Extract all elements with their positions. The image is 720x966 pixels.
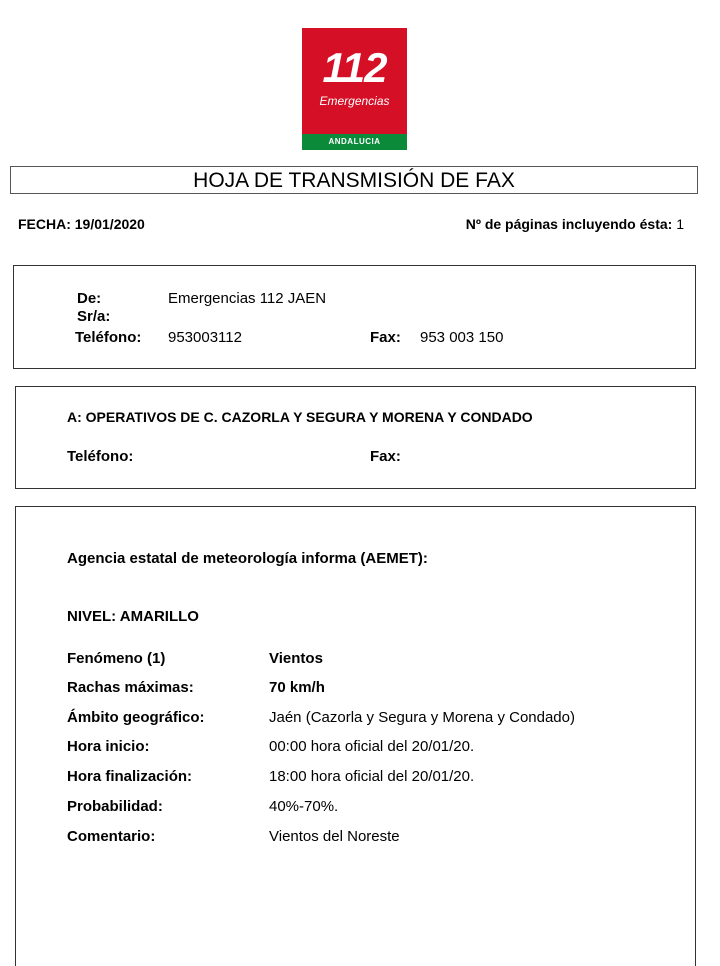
sender-box bbox=[13, 265, 696, 369]
logo-region-band: ANDALUCIA bbox=[302, 134, 407, 150]
sender-de-label: De: bbox=[77, 290, 102, 307]
recipient-fax-label: Fax: bbox=[370, 448, 401, 465]
message-box bbox=[15, 506, 696, 966]
row-label: Hora inicio: bbox=[67, 738, 150, 755]
sender-de-value: Emergencias 112 JAEN bbox=[168, 290, 327, 307]
sender-fax-label: Fax: bbox=[370, 329, 401, 346]
recipient-box bbox=[15, 386, 696, 489]
row-label: Hora finalización: bbox=[67, 768, 193, 785]
fax-date: FECHA: 19/01/2020 bbox=[18, 216, 145, 232]
row-value: Vientos del Noreste bbox=[269, 828, 400, 845]
row-label: Fenómeno (1) bbox=[67, 650, 166, 667]
sender-sra-label: Sr/a: bbox=[77, 308, 111, 325]
row-label: Rachas máximas: bbox=[67, 679, 194, 696]
page-count bbox=[466, 216, 684, 232]
recipient-telefono-label: Teléfono: bbox=[67, 448, 134, 465]
row-label: Probabilidad: bbox=[67, 798, 163, 815]
logo-number: 112 bbox=[322, 44, 387, 91]
document-title: HOJA DE TRANSMISIÓN DE FAX bbox=[10, 166, 698, 194]
message-intro: Agencia estatal de meteorología informa (AEMET): bbox=[67, 550, 428, 567]
row-value: 18:00 hora oficial del 20/01/20. bbox=[269, 768, 475, 785]
sender-fax-value: 953 003 150 bbox=[420, 329, 504, 346]
logo-subtitle: Emergencias bbox=[319, 94, 390, 108]
alert-level: NIVEL: AMARILLO bbox=[67, 608, 199, 625]
sender-telefono-label: Teléfono: bbox=[75, 329, 142, 346]
row-value: 70 km/h bbox=[269, 679, 325, 696]
row-label: Ámbito geográfico: bbox=[67, 709, 205, 726]
row-value: Jaén (Cazorla y Segura y Morena y Condado) bbox=[269, 709, 575, 726]
row-label: Comentario: bbox=[67, 828, 156, 845]
row-value: 00:00 hora oficial del 20/01/20. bbox=[269, 738, 475, 755]
recipient-line: A: OPERATIVOS DE C. CAZORLA Y SEGURA Y MORENA Y CONDADO bbox=[67, 409, 533, 425]
row-value: Vientos bbox=[269, 650, 323, 667]
emergencias-112-logo bbox=[302, 28, 407, 150]
sender-telefono-value: 953003112 bbox=[168, 329, 242, 346]
page-count-label: Nº de páginas incluyendo ésta: bbox=[465, 216, 673, 232]
row-value: 40%-70%. bbox=[269, 798, 339, 815]
page-count-value: 1 bbox=[676, 216, 684, 232]
